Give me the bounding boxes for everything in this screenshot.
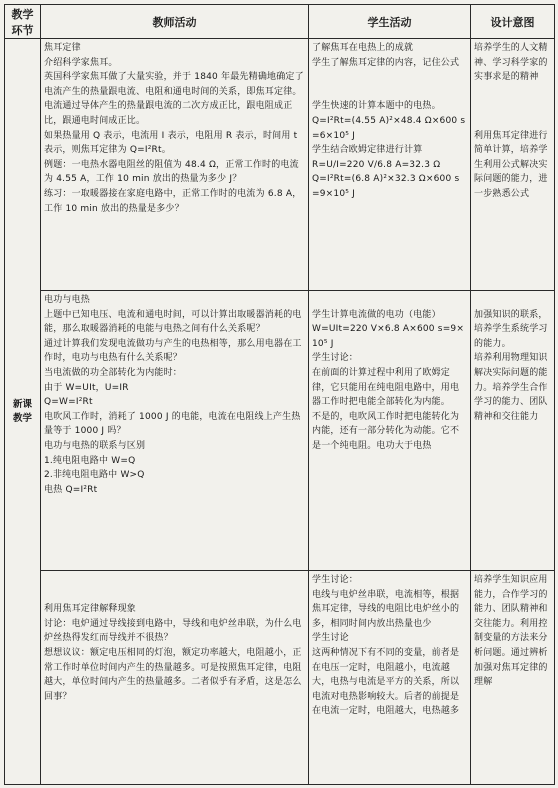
design-cell bbox=[471, 291, 555, 571]
text-line: 学生快速的计算本题中的电热。 bbox=[312, 101, 441, 112]
spacer-line bbox=[44, 588, 305, 603]
text-line: 当电流做的功全部转化为内能时： bbox=[44, 367, 183, 378]
text-line: 利用焦耳定律进行简单计算，培养学生利用公式解决实际问题的能力，进一步熟悉公式 bbox=[474, 130, 548, 199]
text-line: 培养学生的人文精神、学习科学家的实事求是的精神 bbox=[474, 43, 548, 83]
teacher-cell bbox=[41, 571, 309, 785]
text-line: 学生结合欧姆定律进行计算 bbox=[312, 145, 423, 156]
header-phase-line1: 教学 bbox=[11, 7, 34, 21]
text-line: 电吹风工作时，消耗了 1000 J 的电能，电流在电阻线上产生热量等于 1000 J 吗？ bbox=[44, 411, 301, 437]
spacer-line bbox=[474, 85, 551, 100]
formula-line: 电热 Q=I²Rt bbox=[44, 484, 98, 495]
header-phase bbox=[5, 5, 41, 39]
text-line: 英国科学家焦耳做了大量实验，并于 1840 年最先精确地确定了电流产生的热量跟电流、电阻和通电时间的关系，即焦耳定律。 bbox=[44, 72, 304, 97]
phase-label-line1: 新课 bbox=[12, 398, 32, 410]
text-line: 如果热量用 Q 表示，电流用 I 表示，电阻用 R 表示，时间用 t 表示，则焦耳定律为 Q=I²Rt。 bbox=[44, 130, 298, 156]
formula-line: R=U/I=220 V/6.8 A=32.3 Ω bbox=[312, 159, 441, 170]
text-line: 练习：一取暖器接在家庭电路中，正常工作时的电流为 6.8 A，工作 10 min 放出的热量是多少？ bbox=[44, 188, 302, 214]
text-line: 培养学生知识应用能力，合作学习的能力、团队精神和交往能力。利用控制变量的方法来分析问题。通过辨析加强对焦耳定律的理解 bbox=[474, 575, 548, 688]
student-cell bbox=[309, 571, 471, 785]
teacher-cell bbox=[41, 39, 309, 291]
spacer-line bbox=[474, 293, 551, 308]
text-line: 加强知识的联系，培养学生系统学习的能力。 bbox=[474, 309, 548, 349]
text-line: 焦耳定律 bbox=[44, 43, 81, 53]
header-teacher: 教师活动 bbox=[41, 5, 309, 39]
student-cell bbox=[309, 39, 471, 291]
phase-label-line2: 教学 bbox=[12, 412, 32, 424]
text-line: 电流通过导体产生的热量跟电流的二次方成正比，跟电阻成正比，跟通电时间成正比。 bbox=[44, 101, 293, 126]
design-cell bbox=[471, 39, 555, 291]
spacer-line bbox=[312, 85, 467, 100]
header-student: 学生活动 bbox=[309, 5, 471, 39]
text-line: 电功与电热的联系与区别 bbox=[44, 440, 146, 451]
text-line: 例题：一电热水器电阻丝的阻值为 48.4 Ω，正常工作时的电流为 4.55 A，工作 10 min 放出的热量为多少 J？ bbox=[44, 159, 299, 185]
text-line: 讨论：电炉通过导线接到电路中，导线和电炉丝串联，为什么电炉丝热得发红而导线并不很热？ bbox=[44, 618, 302, 644]
formula-line: Q=W=I²Rt bbox=[44, 397, 93, 408]
phase-cell bbox=[5, 39, 41, 785]
header-design: 设计意图 bbox=[471, 5, 555, 39]
text-line: 学生了解焦耳定律的内容，记住公式 bbox=[312, 57, 460, 68]
text-line: 上题中已知电压、电流和通电时间，可以计算出取暖器消耗的电能，那么取暖器消耗的电能与电热之间有什么关系呢？ bbox=[44, 309, 302, 335]
text-line: 学生讨论： bbox=[312, 353, 359, 364]
text-line: 利用焦耳定律解释现象 bbox=[44, 604, 137, 615]
text-line: 2.非纯电阻电路中 W>Q bbox=[44, 470, 145, 481]
spacer-line bbox=[474, 114, 551, 129]
header-phase-line2: 环节 bbox=[11, 23, 34, 37]
teacher-cell bbox=[41, 291, 309, 571]
spacer-line bbox=[312, 293, 467, 308]
table-row bbox=[5, 571, 555, 785]
text-line: 学生计算电流做的电功（电能） bbox=[312, 309, 441, 320]
text-line: 不是的，电吹风工作时把电能转化为内能，还有一部分转化为动能。它不是一个纯电阻。电功大于电热 bbox=[312, 411, 460, 451]
text-line: 了解焦耳在电热上的成就 bbox=[312, 43, 414, 53]
text-line: 培养利用物理知识解决实际问题的能力。培养学生合作学习的能力、团队精神和交往能力 bbox=[474, 353, 548, 422]
formula-line: W=UIt=220 V×6.8 A×600 s=9×10⁵ J bbox=[312, 324, 465, 349]
table-row bbox=[5, 39, 555, 291]
lesson-plan-table bbox=[4, 4, 555, 785]
text-line: 电功与电热 bbox=[44, 295, 91, 305]
spacer-line bbox=[312, 70, 467, 85]
design-cell bbox=[471, 571, 555, 785]
table-row bbox=[5, 291, 555, 571]
student-cell bbox=[309, 291, 471, 571]
spacer-line bbox=[474, 99, 551, 114]
formula-line: Q=I²Rt=(4.55 A)²×48.4 Ω×600 s=6×10⁵ J bbox=[312, 115, 466, 141]
formula-line: Q=I²Rt=(6.8 A)²×32.3 Ω×600 s=9×10⁵ J bbox=[312, 174, 460, 199]
formula-line: 由于 W=UIt，U=IR bbox=[44, 382, 129, 393]
text-line: 学生讨论： bbox=[312, 575, 359, 585]
text-line: 1.纯电阻电路中 W=Q bbox=[44, 455, 136, 466]
text-line: 电线与电炉丝串联，电流相等，根据焦耳定律，导线的电阻比电炉丝小的多，相同时间内放出热量也少 bbox=[312, 589, 460, 629]
spacer-line bbox=[44, 573, 305, 588]
text-line: 在前面的计算过程中利用了欧姆定律，它只能用在纯电阻电路中，用电器工作时把电能全部转化为内能。 bbox=[312, 367, 460, 408]
text-line: 通过计算我们发现电流做功与产生的电热相等，那么用电器在工作时，电功与电热有什么关系呢？ bbox=[44, 338, 302, 364]
text-line: 学生讨论 bbox=[312, 633, 349, 644]
text-line: 介绍科学家焦耳。 bbox=[44, 57, 118, 68]
text-line: 这两种情况下有不同的变量，前者是在电压一定时，电阻越小，电流越大，电热与电流是平方的关系，所以电流对电热影响较大。后者的前提是在电流一定时，电阻越大，电热越多 bbox=[312, 647, 460, 717]
text-line: 想想议议：额定电压相同的灯泡，额定功率越大，电阻越小，正常工作时单位时间内产生的热量越多。可是按照焦耳定律，电阻越大，单位时间内产生的热量越多。二者似乎有矛盾，这是怎么回事？ bbox=[44, 647, 302, 702]
header-row bbox=[5, 5, 555, 39]
